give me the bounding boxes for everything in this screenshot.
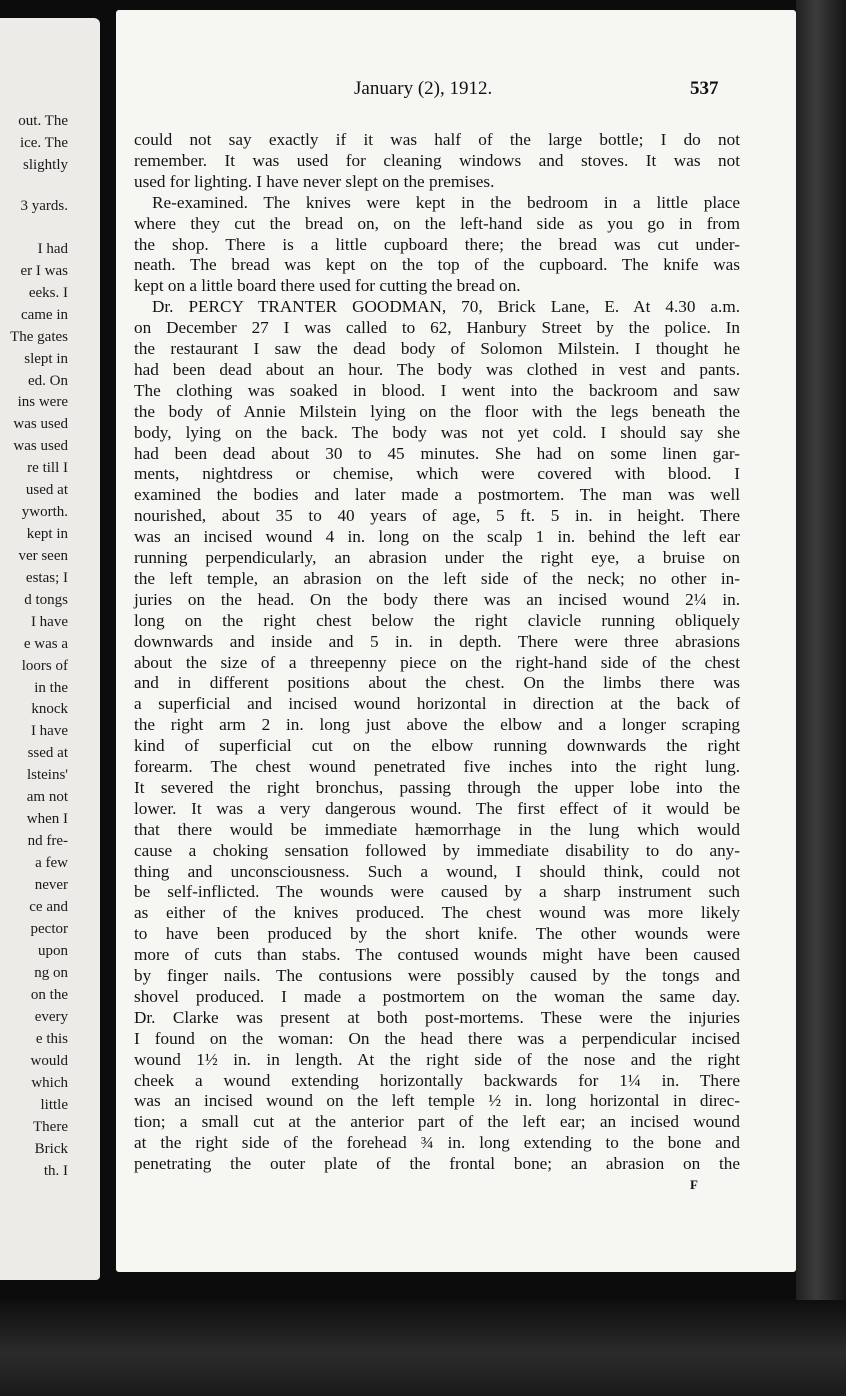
text-line: kept on a little board there used for cutting the bread on. [134,276,521,296]
left-page-fragment: upon [38,943,68,959]
left-page-fragment: in the [34,680,68,696]
left-page-fragment: e was a [23,636,68,652]
text-line: thing and unconsciousness. Such a wound, I should think, could not [134,861,740,881]
text-line: I found on the woman: On the head there was a perpendicular incised [134,1028,740,1048]
text-line: the restaurant I saw the dead body of Solomon Milstein. I thought he [134,339,740,358]
running-title: January (2), 1912. [354,78,493,99]
text-line: kind of superficial cut on the elbow running downwards the right [134,736,740,756]
text-line: on December 27 I was called to 62, Hanbury Street by the police. In [134,318,740,338]
left-facing-page [0,18,100,1280]
text-line: cause a choking sensation followed by immediate disability to do any- [134,840,740,860]
text-line: downwards and inside and 5 in. in depth. There were three abrasions [134,631,740,651]
text-line: juries on the head. On the body there was an incised wound 2¼ in. [134,589,740,609]
book-edge-shadow [796,0,846,1396]
text-line: had been dead about 30 to 45 minutes. She had on some linen gar- [134,443,740,463]
text-line: was an incised wound on the left temple ½ in. long horizontal in direc- [134,1091,740,1111]
left-page-fragment: I had [37,241,68,257]
left-page-fragment: ed. On [28,373,68,389]
text-line: and in different positions about the chest. On the limbs there was [134,673,740,693]
left-page-fragment: on the [30,987,68,1003]
left-page-fragment: slightly [22,157,68,173]
left-page-fragment: slept in [24,351,68,367]
text-line: It severed the right bronchus, passing through the upper lobe into the [134,777,740,797]
text-line: more of cuts than stabs. The contused wounds might have been caused [134,945,740,965]
text-line: used for lighting. I have never slept on the premises. [134,171,495,191]
text-line: Dr. PERCY TRANTER GOODMAN, 70, Brick Lane, E. At 4.30 a.m. [152,297,740,317]
text-line: at the right side of the forehead ¾ in. long extending to the bone and [134,1133,740,1153]
left-page-fragment: ng on [34,965,68,981]
left-page-fragment: came in [20,307,68,323]
text-line: could not say exactly if it was half of the large bottle; I do not [134,130,740,149]
text-line: be self-inflicted. The wounds were caused by a sharp instrument such [134,882,740,902]
left-page-fragment: nd fre- [27,833,68,849]
left-page-fragment: never [34,877,68,893]
text-line: Dr. Clarke was present at both post-mortems. These were the injuries [134,1007,740,1027]
left-page-fragment: ssed at [27,745,68,761]
text-line: the shop. There is a little cupboard there; the bread was cut under- [134,234,740,254]
left-page-fragment: I have [30,614,68,630]
left-page-fragment: knock [31,701,68,717]
text-line: The clothing was soaked in blood. I went into the backroom and saw [134,380,740,400]
left-page-fragment: yworth. [21,504,68,520]
text-line: about the size of a threepenny piece on the right-hand side of the chest [134,652,740,672]
left-page-fragment: loors of [21,658,68,674]
left-page-fragment: e this [35,1031,68,1047]
text-line: as either of the knives produced. The chest wound was more likely [134,903,740,923]
left-page-fragment: was used [13,438,68,454]
page-number: 537 [690,78,719,99]
left-page-fragment: out. The [18,113,68,129]
left-page-fragment: little [40,1097,68,1113]
text-line: Re-examined. The knives were kept in the bedroom in a little place [152,192,740,212]
left-page-fragment: er I was [20,263,68,279]
left-page-fragment: used at [25,482,68,498]
text-line: forearm. The chest wound penetrated five inches into the right lung. [134,757,740,776]
left-page-fragment: Brick [34,1141,68,1157]
left-page-fragment: pector [30,921,68,937]
left-page-fragment: ice. The [19,135,68,151]
text-line: the body of Annie Milstein lying on the floor with the legs beneath the [134,401,740,421]
text-line: where they cut the bread on, on the left-hand side as you go in from [134,213,740,233]
text-line: by finger nails. The contusions were possibly caused by the tongs and [134,966,740,985]
text-line: ments, nightdress or chemise, which were covered with blood. I [134,464,740,484]
text-line: lower. It was a very dangerous wound. The first effect of it would be [134,798,740,818]
left-page-fragment: There [33,1119,68,1135]
text-line: tion; a small cut at the anterior part of the left ear; an incised wound [134,1112,740,1132]
text-line: the left temple, an abrasion on the left side of the neck; no other in- [134,568,740,588]
text-line: penetrating the outer plate of the frontal bone; an abrasion on the [134,1154,740,1174]
left-page-fragment: re till I [27,460,68,476]
text-line: examined the bodies and later made a postmortem. The man was well [134,485,740,505]
left-page-fragment: estas; I [25,570,68,586]
text-line: that there would be immediate hæmorrhage in the lung which would [134,819,740,839]
left-page-fragment: ins were [17,394,68,410]
left-page-fragment: which [31,1075,68,1091]
signature-mark: F [690,1177,698,1192]
left-page-fragment: a few [35,855,68,871]
left-page-fragment: I have [30,723,68,739]
text-line: was an incised wound 4 in. long on the scalp 1 in. behind the left ear [134,527,740,547]
left-page-fragment: am not [26,789,68,805]
left-page-fragment: when I [26,811,68,827]
text-line: to have been produced by the short knife. The other wounds were [134,924,740,944]
left-page-fragment: The gates [10,329,68,345]
bottom-scan-shadow [0,1300,846,1396]
text-line: a superficial and incised wound horizontal in direction at the back of [134,694,740,714]
text-line: nourished, about 35 to 40 years of age, 5 ft. 5 in. in height. There [134,506,740,526]
left-page-fragment: d tongs [24,592,68,608]
left-page-fragment: kept in [26,526,68,542]
left-page-fragment: eeks. I [28,285,68,301]
text-line: had been dead about an hour. The body was clothed in vest and pants. [134,359,740,379]
text-line: neath. The bread was kept on the top of the cupboard. The knife was [134,255,740,275]
left-page-fragment: ce and [29,899,68,915]
text-line: shovel produced. I made a postmortem on the woman the same day. [134,986,740,1006]
left-page-fragment: th. I [43,1163,68,1179]
text-line: body, lying on the back. The body was not yet cold. I should say she [134,422,740,442]
left-page-fragment: was used [13,416,68,432]
text-line: running perpendicularly, an abrasion under the right eye, a bruise on [134,548,740,567]
left-page-fragment: would [30,1053,68,1069]
text-line: cheek a wound extending horizontally backwards for 1¼ in. There [134,1070,740,1090]
text-line: the right arm 2 in. long just above the elbow and a longer scraping [134,715,740,735]
text-line: wound 1½ in. in length. At the right side of the nose and the right [134,1049,740,1069]
left-page-fragment: 3 yards. [20,198,68,214]
left-page-fragment: every [34,1009,68,1025]
text-line: long on the right chest below the right clavicle running obliquely [134,610,740,630]
left-page-fragment: lsteins' [26,767,68,783]
left-page-fragment: ver seen [18,548,68,564]
text-line: remember. It was used for cleaning windows and stoves. It was not [134,150,740,170]
